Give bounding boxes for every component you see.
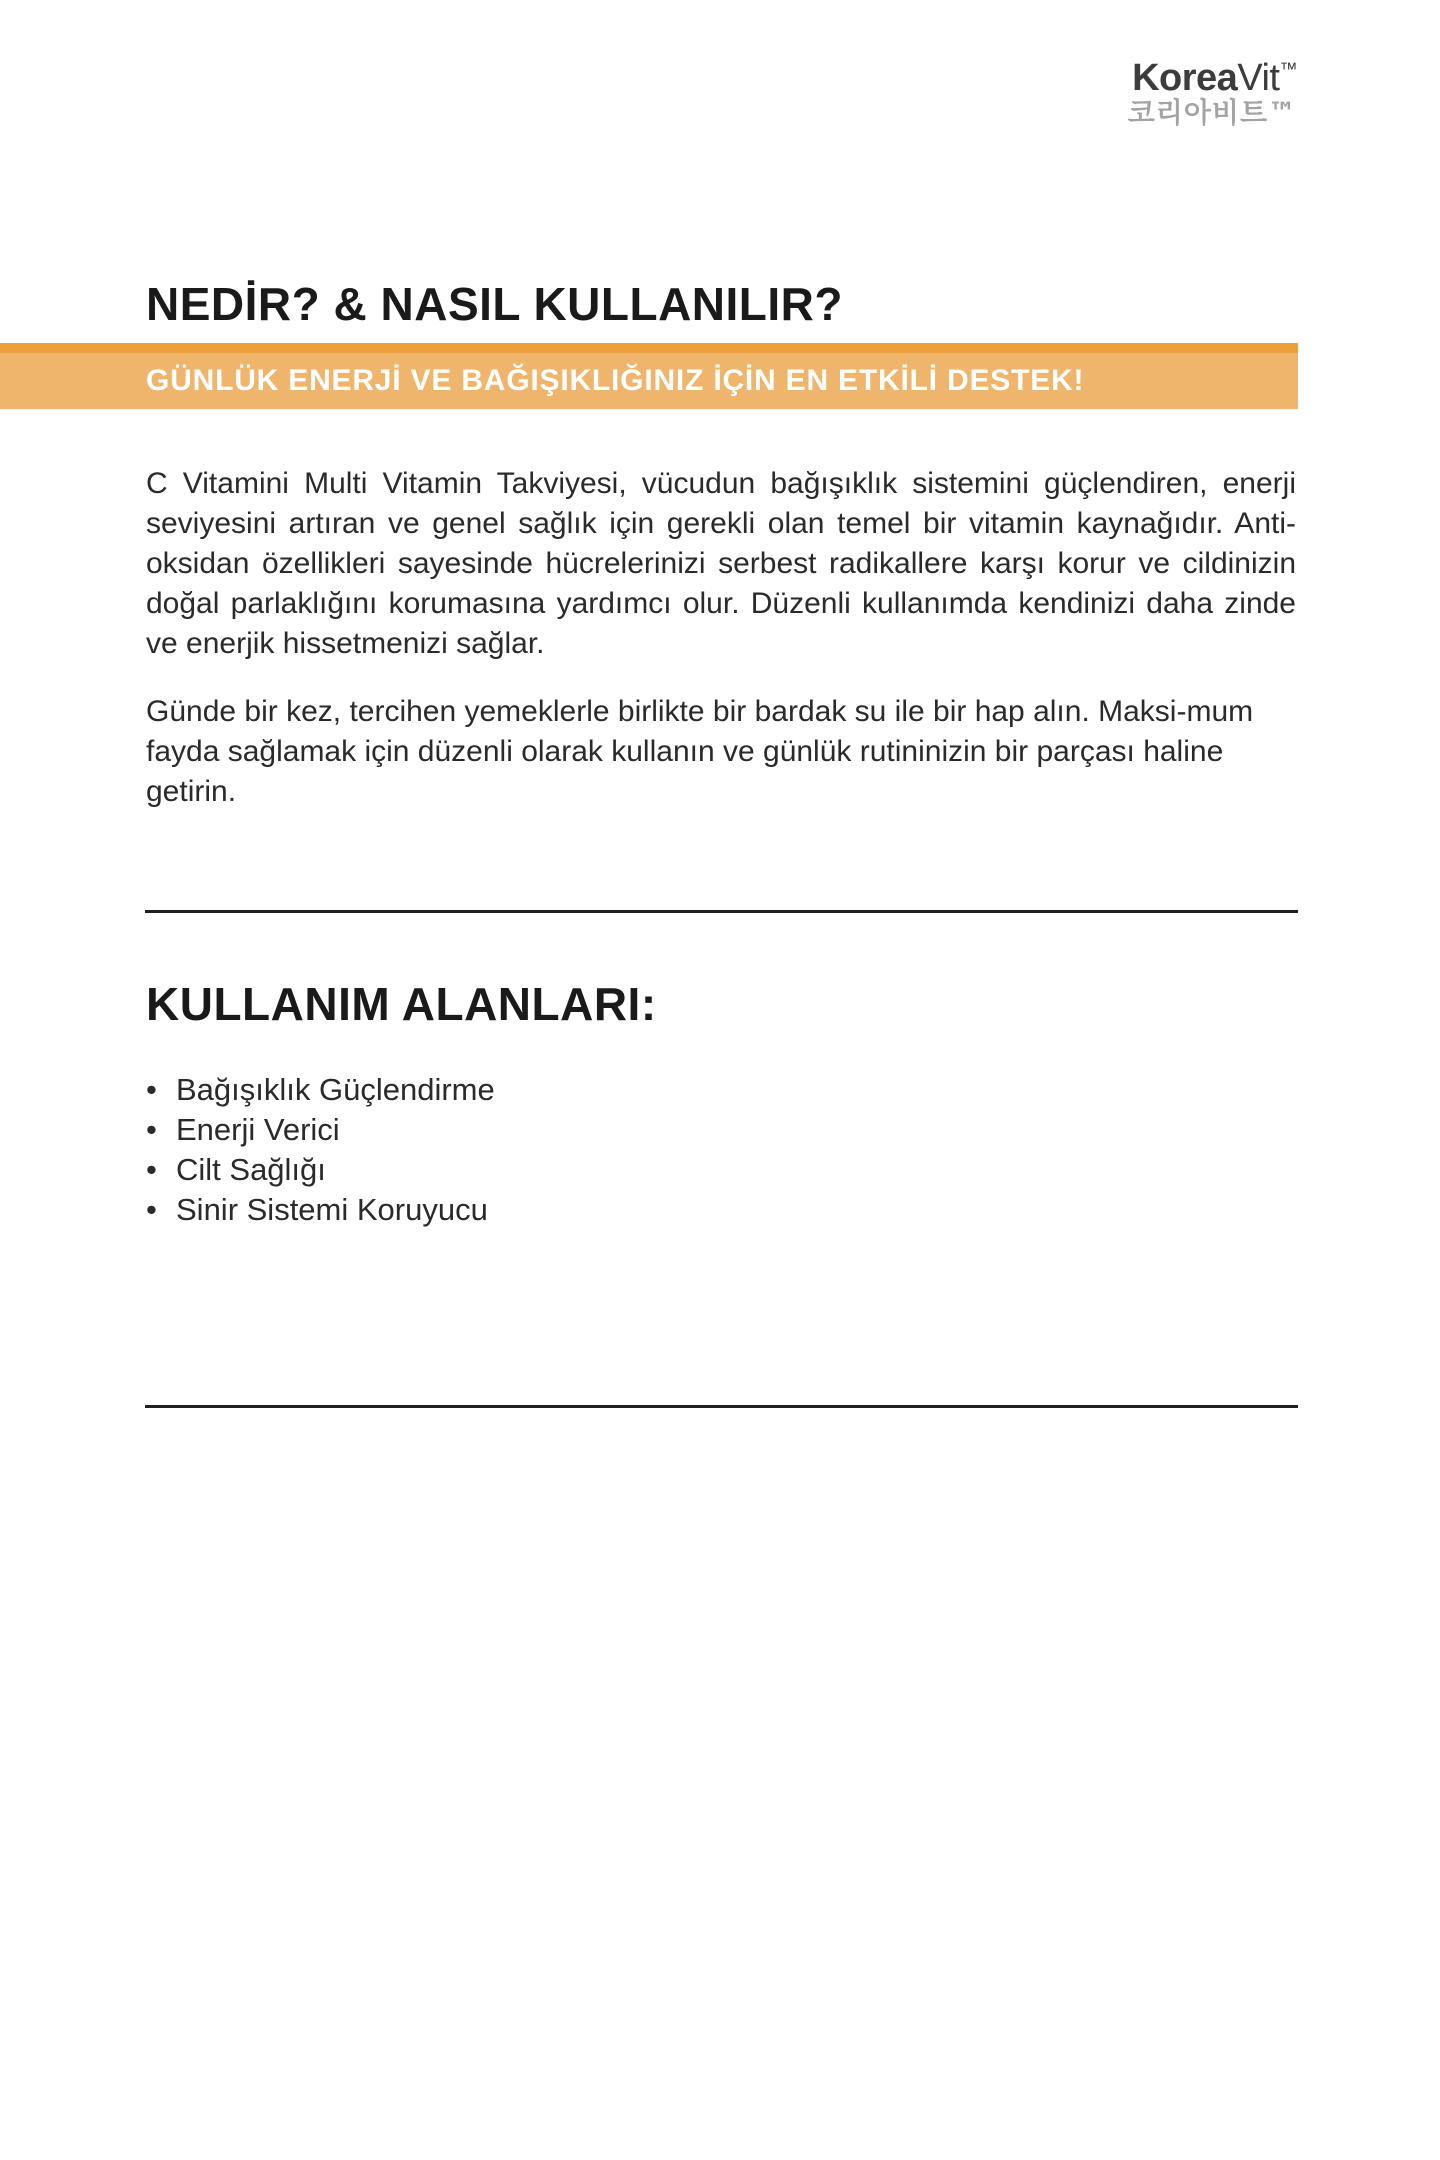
list-item-label: Cilt Sağlığı [176, 1152, 326, 1187]
list-item [146, 1190, 495, 1230]
logo-vit-text: Vit [1237, 57, 1280, 99]
section-divider [145, 1405, 1298, 1408]
tagline-banner [0, 353, 1298, 409]
logo-korean-text: 코리아비트™ [1127, 96, 1297, 129]
bullet-icon: • [146, 1112, 157, 1147]
list-item-label: Enerji Verici [176, 1112, 340, 1147]
bullet-icon: • [146, 1192, 157, 1227]
bullet-icon: • [146, 1072, 157, 1107]
list-item-label: Sinir Sistemi Koruyucu [176, 1192, 488, 1227]
usage-areas-list [146, 1070, 495, 1230]
logo-korea-text: Korea [1132, 57, 1238, 99]
usage-paragraph: Günde bir kez, tercihen yemeklerle birlikte bir bardak su ile bir hap alın. Maksi-mum fayda sağlamak için düzenli olarak kullanın ve günlük rutininizin bir parçası haline getirin. [146, 695, 1254, 808]
list-item [146, 1070, 495, 1110]
section-title-usage-areas: KULLANIM ALANLARI: [146, 978, 657, 1030]
logo-wordmark [1057, 58, 1297, 98]
tagline-text: GÜNLÜK ENERJİ VE BAĞIŞIKLIĞINIZ İÇİN EN ETKİLİ DESTEK! [146, 364, 1085, 397]
logo-trademark: ™ [1279, 59, 1297, 79]
section-title-what-how: NEDİR? & NASIL KULLANILIR? [146, 278, 844, 330]
section-divider [145, 910, 1298, 913]
list-item [146, 1110, 495, 1150]
brand-logo [1057, 58, 1297, 128]
banner-accent-stripe [0, 343, 1298, 353]
description-paragraph: C Vitamini Multi Vitamin Takviyesi, vücudun bağışıklık sistemini güçlendiren, enerji seviyesini artıran ve genel sağlık için gerekli olan temel bir vitamin kaynağıdır. Anti-oksidan özellikleri sayesinde hücrelerinizi serbest radikallere karşı korur ve cildinizin doğal parlaklığını korumasına yardımcı olur. Düzenli kullanımda kendinizi daha zinde ve enerjik hissetmenizi sağlar. [146, 467, 1296, 660]
list-item-label: Bağışıklık Güçlendirme [176, 1072, 495, 1107]
list-item [146, 1150, 495, 1190]
bullet-icon: • [146, 1152, 157, 1187]
